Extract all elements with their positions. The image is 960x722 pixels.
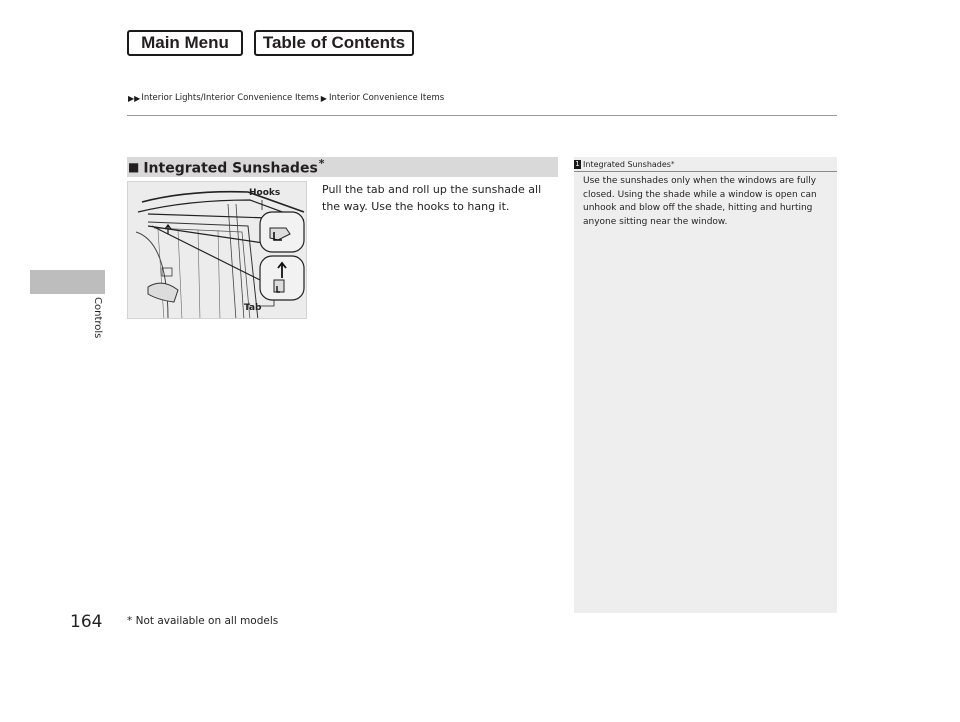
section-heading xyxy=(127,157,558,177)
note-panel xyxy=(574,157,837,613)
note-title xyxy=(574,157,837,172)
table-of-contents-button[interactable]: Table of Contents xyxy=(254,30,414,56)
square-bullet-icon: ■ xyxy=(128,160,140,174)
main-menu-button[interactable]: Main Menu xyxy=(127,30,243,56)
double-arrow-icon: ▶▶ xyxy=(128,93,141,103)
asterisk: * xyxy=(318,157,325,171)
figure-label-hooks: Hooks xyxy=(249,188,281,198)
section-label: Controls xyxy=(92,297,103,339)
header-divider xyxy=(127,115,837,116)
section-title: Integrated Sunshades* xyxy=(143,157,325,177)
breadcrumb xyxy=(127,93,444,103)
sunshade-illustration xyxy=(127,181,307,319)
section-tab xyxy=(30,270,105,294)
footnote: * Not available on all models xyxy=(127,615,279,627)
note-text: Use the sunshades only when the windows are fully closed. Using the shade while a window is open can unhook and blow off the shade, hitting and hurting anyone sitting near the window. xyxy=(583,176,817,227)
page-number: 164 xyxy=(70,612,103,632)
figure-label-tab: Tab xyxy=(244,303,262,313)
instruction-text: Pull the tab and roll up the sunshade all the way. Use the hooks to hang it. xyxy=(322,183,542,213)
breadcrumb-item-convenience-items[interactable]: Interior Convenience Items xyxy=(328,93,445,103)
door-drawing xyxy=(128,182,307,319)
note-asterisk: * xyxy=(670,160,675,168)
reference-number-icon: 1 xyxy=(575,159,580,168)
arrow-icon: ▶ xyxy=(320,93,327,103)
breadcrumb-item-interior-lights[interactable]: Interior Lights/Interior Convenience Items xyxy=(141,93,319,103)
note-title-text: Integrated Sunshades xyxy=(583,159,671,169)
